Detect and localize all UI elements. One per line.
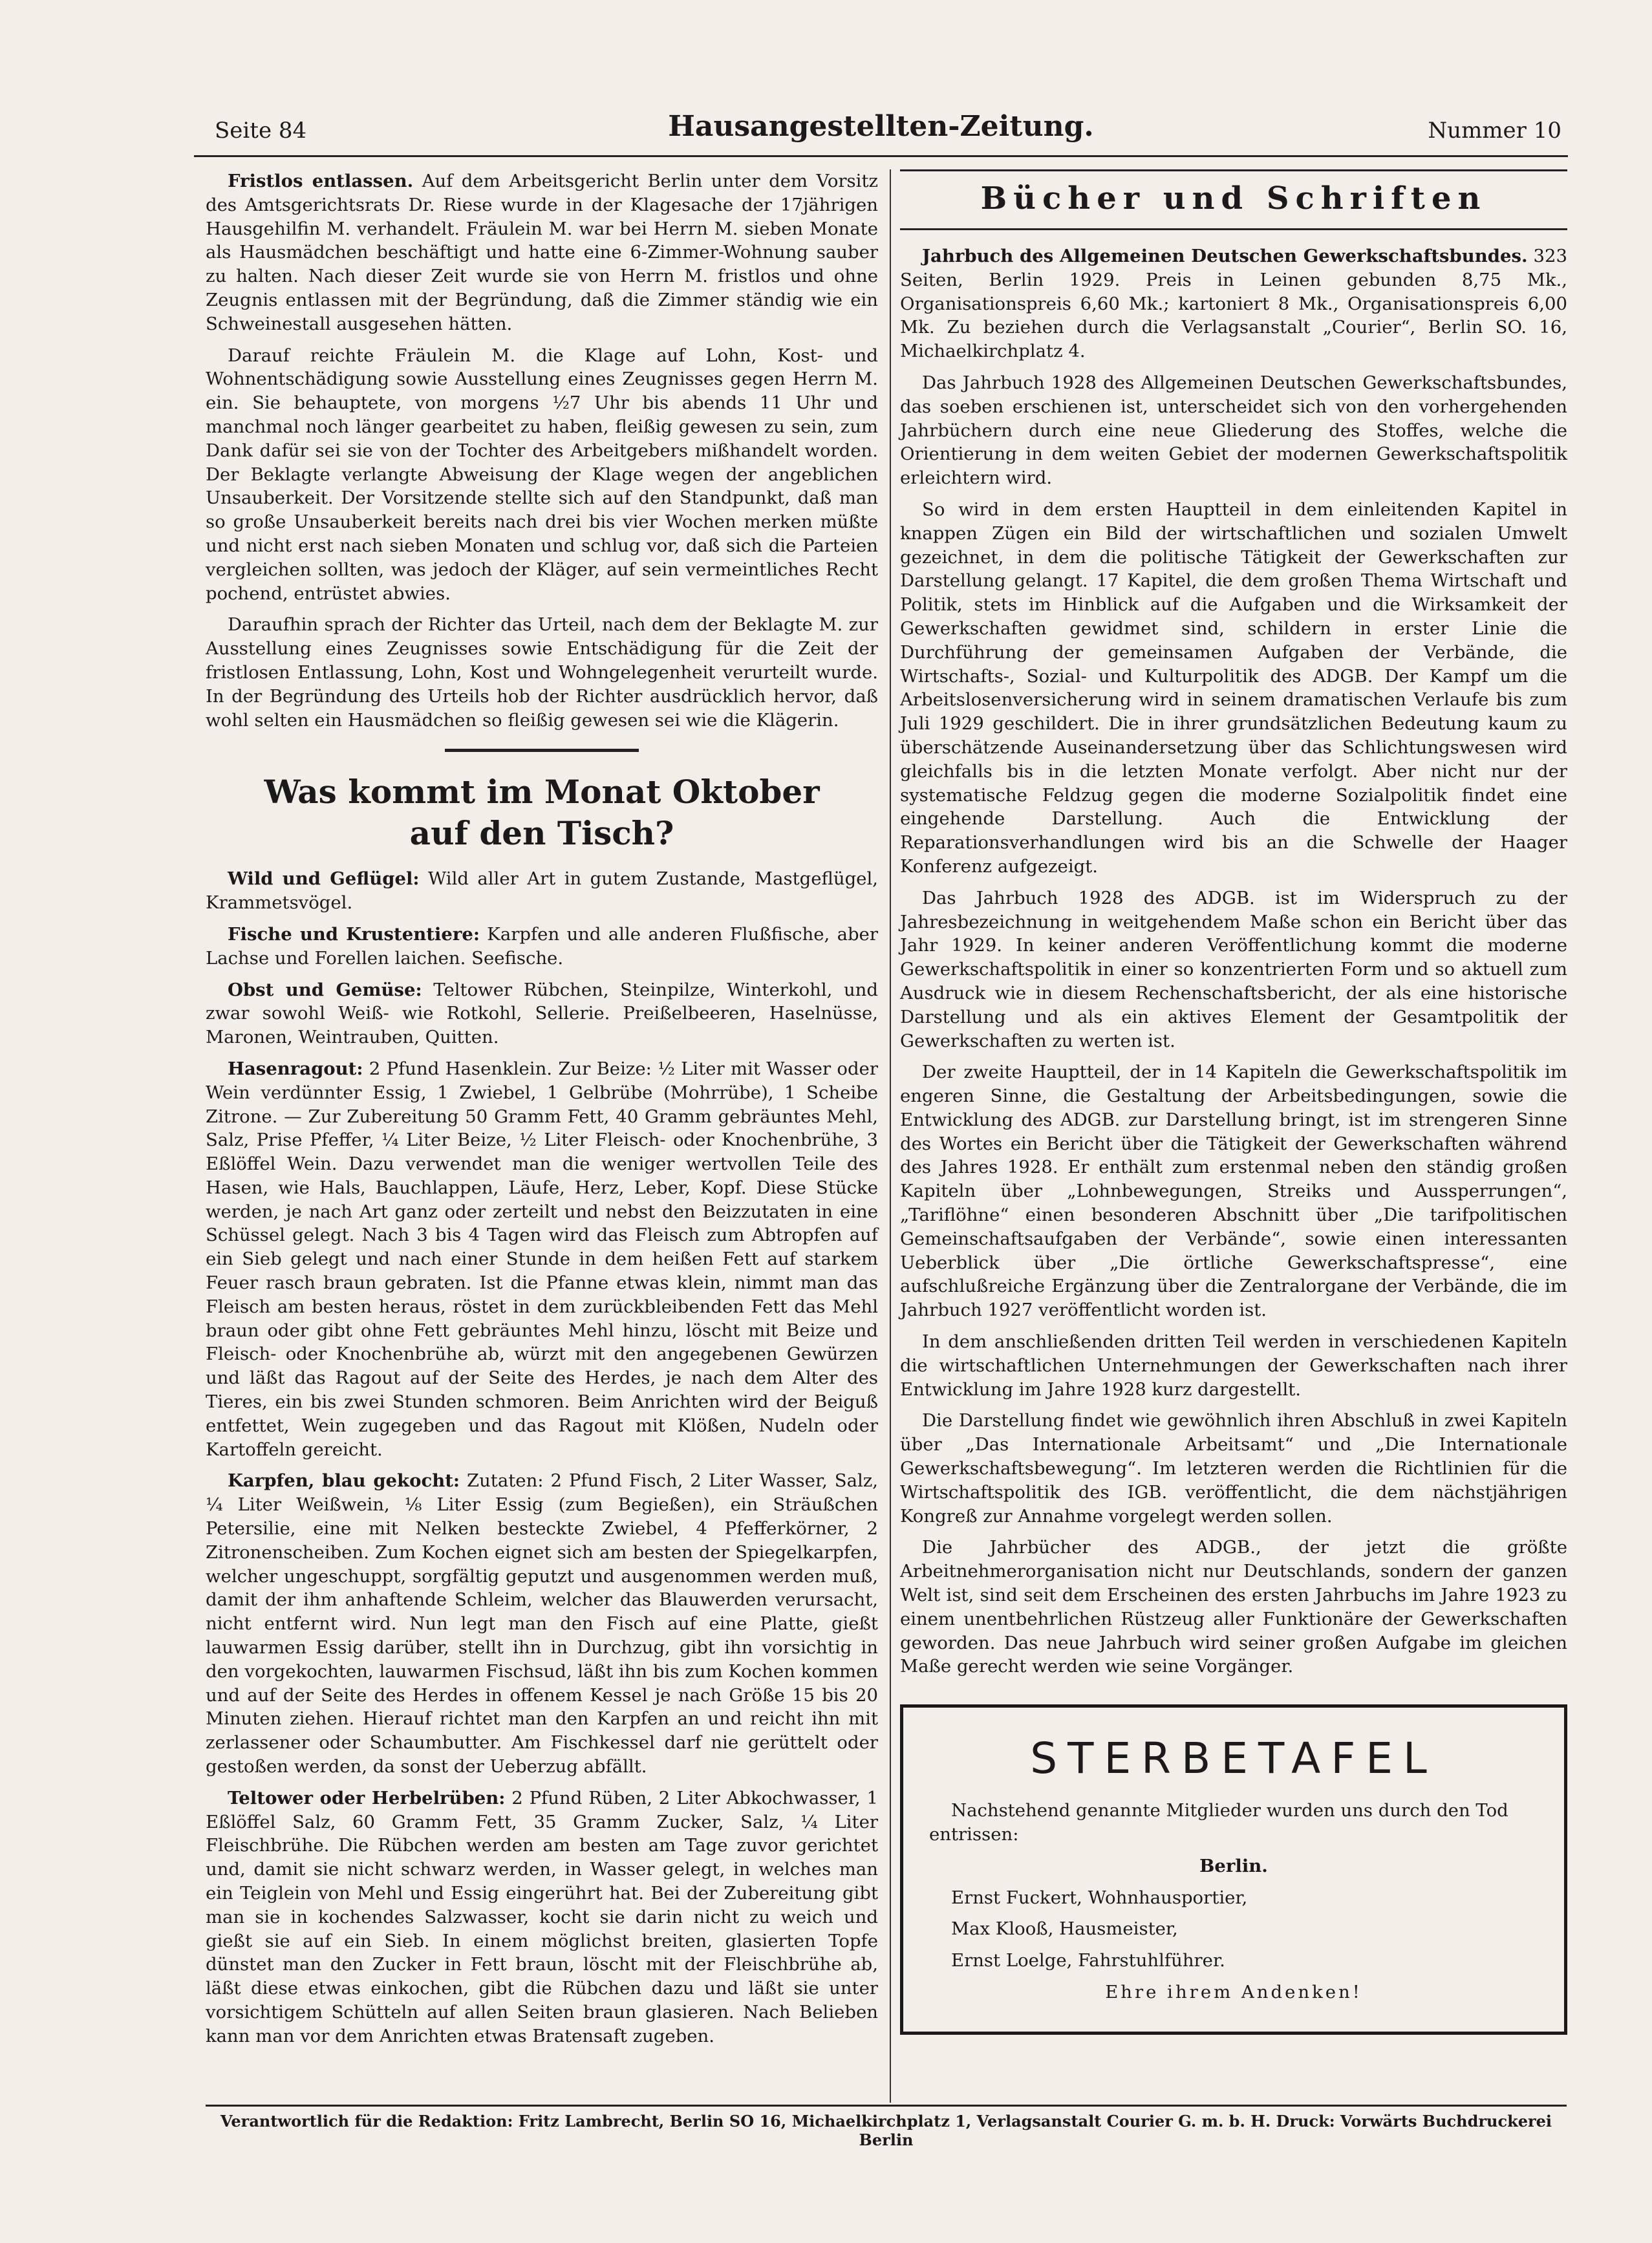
page-header [194, 109, 1568, 154]
sterbetafel-box [900, 1704, 1567, 2035]
page-number: Seite 84 [215, 118, 307, 144]
article-fristlos-p3: Daraufhin sprach der Richter das Urteil, nach dem der Beklagte M. zur Ausstellung eines Zeugnisses sowie Entschädigung für die Zeit der fristlosen Entlassung, Lohn, Kost und Wohngelegenheit verurteilt wurde. In der Begründung des Urteils hob der Richter ausdrücklich hervor, daß wohl selten ein Hausmädchen so fleißig gewesen sei wie die Klägerin. [206, 614, 878, 731]
left-column [206, 169, 878, 2056]
right-column [900, 169, 1567, 2035]
book-review-p1: Das Jahrbuch 1928 des Allgemeinen Deutschen Gewerkschaftsbundes, das soeben erschienen ist, unterscheidet sich von den vorhergehenden Jahrbüchern durch eine neue Gliederung des Stoffes, welche die Orientierung in dem weiten Gebiet der modernen Gewerkschaftspolitik erleichtern wird. [900, 372, 1567, 489]
sterbetafel-closing: Ehre ihrem Andenken! [1105, 1982, 1362, 2002]
sterbetafel-intro: Nachstehend genannte Mitglieder wurden uns durch den Tod entrissen: [929, 1800, 1508, 1845]
sterbetafel-member: Max Klooß, Hausmeister, [951, 1918, 1178, 1940]
sterbetafel-title: STERBETAFEL [1030, 1733, 1437, 1784]
recipe-teltower: Teltower oder Herbelrüben: 2 Pfund Rüben, 2 Liter Abkochwasser, 1 Eßlöffel Salz, 60 Gramm Fett, 35 Gramm Zucker, Salz, ¼ Liter Fleischbrühe. Die Rübchen werden am besten am Tage zuvor gerichtet und, damit sie nicht schwarz werden, in Wasser gelegt, in welches man ein Teiglein von Mehl und Essig eingerührt hat. Bei der Zubereitung gibt man sie in kochendes Salzwasser, kocht sie darin nicht zu weich und gießt sie auf ein Sieb. In einem möglichst breiten, glasierten Topfe dünstet man den Zucker in Fett braun, löscht mit der Fleischbrühe ab, läßt diese etwas einkochen, gibt die Rübchen dazu und läßt sie unter vorsichtigem Schütteln auf allen Seiten braun glasieren. Nach Belieben kann man vor dem Anrichten etwas Bratensaft zugeben. [206, 1787, 878, 2046]
book-review-p7: Die Jahrbücher des ADGB., der jetzt die größte Arbeitnehmerorganisation nicht nur Deutschlands, sondern der ganzen Welt ist, sind seit dem Erscheinen des ersten Jahrbuchs im Jahre 1923 zu einem unentbehrlichen Rüstzeug aller Funktionäre der Gewerkschaften geworden. Das neue Jahrbuch wird seiner großen Aufgabe im gleichen Maße gerecht werden wie seine Vorgänger. [900, 1537, 1567, 1677]
recipe-obst: Obst und Gemüse: Teltower Rübchen, Steinpilze, Winterkohl, und zwar sowohl Weiß- wie Rotkohl, Sellerie. Preißelbeeren, Haselnüsse, Maronen, Weintrauben, Quitten. [206, 979, 878, 1048]
column-rule [890, 169, 891, 2103]
books-title: Bücher und Schriften [980, 180, 1487, 217]
imprint-footer: Verantwortlich für die Redaktion: Fritz Lambrecht, Berlin SO 16, Michaelkirchplatz 1, Verlagsanstalt Courier G. m. b. H. Druck: Vorwärts Buchdruckerei Berlin [220, 2112, 1552, 2149]
footer-rule [206, 2105, 1567, 2107]
newspaper-title: Hausangestellten-Zeitung. [668, 110, 1094, 143]
sterbetafel-member: Ernst Fuckert, Wohnhausportier, [951, 1887, 1248, 1908]
book-review-p6: Die Darstellung findet wie gewöhnlich ihren Abschluß in zwei Kapiteln über „Das Internationale Arbeitsamt“ und „Die Internationale Gewerkschaftsbewegung“. Im letzteren werden die Richtlinien für die Wirtschaftspolitik des IGB. veröffentlicht, die dem nächstjährigen Kongreß zur Annahme vorgelegt werden sollen. [900, 1410, 1567, 1527]
issue-number: Nummer 10 [1428, 118, 1561, 144]
books-title-box [900, 169, 1567, 230]
recipe-fische: Fische und Krustentiere: Karpfen und alle anderen Flußfische, aber Lachse und Forellen laichen. Seefische. [206, 923, 878, 969]
book-review-p5: In dem anschließenden dritten Teil werden in verschiedenen Kapiteln die wirtschaftlichen Unternehmungen der Gewerkschaften nach ihrer Entwicklung im Jahre 1928 kurz dargestellt. [900, 1331, 1567, 1400]
book-review-p2: So wird in dem ersten Hauptteil in dem einleitenden Kapitel in knappen Zügen ein Bild der wirtschaftlichen und sozialen Umwelt gezeichnet, in dem die politische Tätigkeit der Gewerkschaften zur Darstellung gelangt. 17 Kapitel, die dem großen Thema Wirtschaft und Politik, stets im Hinblick auf die Aufgaben und die Wirksamkeit der Gewerkschaften gewidmet sind, schildern in erster Linie die Durchführung der gemeinsamen Aufgaben der Verbände, die Wirtschafts-, Sozial- und Kulturpolitik des ADGB. Der Kampf um die Arbeitslosenversicherung wird in seinem dramatischen Verlaufe bis zum Juli 1929 geschildert. Die in ihrer grundsätzlichen Bedeutung kaum zu überschätzende Auseinandersetzung über das Schlichtungswesen wird gleichfalls bis in die letzten Monate verfolgt. Aber nicht nur der systematische Feldzug gegen die moderne Sozialpolitik findet eine eingehende Darstellung. Auch die Entwicklung der Reparationsverhandlungen wird bis an die Schwelle der Haager Konferenz aufgezeigt. [900, 499, 1567, 877]
article-fristlos-lead: Fristlos entlassen. [228, 171, 414, 191]
recipe-wild: Wild und Geflügel: Wild aller Art in gutem Zustande, Mastgeflügel, Krammetsvögel. [206, 868, 878, 914]
article-fristlos-p2: Darauf reichte Fräulein M. die Klage auf Lohn, Kost- und Wohnentschädigung sowie Ausstellung eines Zeugnisses gegen Herrn M. ein. Sie behauptete, von morgens ½7 Uhr bis abends 11 Uhr und manchmal noch länger gearbeitet zu haben, fleißig gewesen zu sein, zum Dank dafür sei sie von der Tochter des Arbeitgebers mißhandelt worden. Der Beklagte verlangte Abweisung der Klage wegen der angeblichen Unsauberkeit. Der Vorsitzende stellte sich auf den Standpunkt, daß man so große Unsauberkeit bereits nach drei bis vier Wochen merken müßte und nicht erst nach sieben Monaten und schlug vor, daß sich die Parteien vergleichen sollten, was jedoch der Kläger, auf sein vermeintliches Recht pochend, entrüstet abwies. [206, 345, 878, 604]
book-review-p4: Der zweite Hauptteil, der in 14 Kapiteln die Gewerkschaftspolitik im engeren Sinne, die Gestaltung der Arbeitsbedingungen, sowie die Entwicklung des ADGB. zur Darstellung bringt, ist im strengeren Sinne des Wortes ein Bericht über die Tätigkeit der Gewerkschaften während des Jahres 1928. Er enthält zum erstenmal neben den ständig großen Kapiteln über „Lohnbewegungen, Streiks und Aussperrungen“, „Tariflöhne“ einen besonderen Abschnitt über „Die tarifpolitischen Gemeinschaftsaufgaben der Verbände“, sowie einen interessanten Ueberblick über „Die örtliche Gewerkschaftspresse“, eine aufschlußreiche Ergänzung über die Zentralorgane der Verbände, die im Jahrbuch 1927 veröffentlicht worden ist. [900, 1062, 1567, 1321]
sterbetafel-city: Berlin. [1199, 1855, 1268, 1876]
oktober-heading: Was kommt im Monat Oktober auf den Tisch? [264, 773, 820, 853]
section-divider [445, 749, 639, 752]
sterbetafel-member: Ernst Loelge, Fahrstuhlführer. [951, 1950, 1225, 1971]
book-review-p3: Das Jahrbuch 1928 des ADGB. ist im Widerspruch zu der Jahresbezeichnung in weitgehendem Maße schon ein Bericht über das Jahr 1929. In keiner anderen Veröffentlichung kommt die moderne Gewerkschaftspolitik in einer so konzentrierten Form und so aktuell zum Ausdruck wie in diesem Rechenschaftsbericht, der als eine historische Darstellung und als ein aktives Element der Gesamtpolitik der Gewerkschaften zu werten ist. [900, 887, 1567, 1051]
book-entry: Jahrbuch des Allgemeinen Deutschen Gewerkschaftsbundes. 323 Seiten, Berlin 1929. Preis in Leinen gebunden 8,75 Mk., Organisationspreis 6,60 Mk.; kartoniert 8 Mk., Organisationspreis 6,00 Mk. Zu beziehen durch die Verlagsanstalt „Courier“, Berlin SO. 16, Michaelkirchplatz 4. [900, 246, 1567, 362]
header-rule [194, 155, 1568, 157]
article-fristlos-p1: Fristlos entlassen. Auf dem Arbeitsgericht Berlin unter dem Vorsitz des Amtsgerichtsrats Dr. Riese wurde in der Klagesache der 17jährigen Hausgehilfin M. verhandelt. Fräulein M. war bei Herrn M. sieben Monate als Hausmädchen beschäftigt und hatte eine 6-Zimmer-Wohnung sauber zu halten. Nach dieser Zeit wurde sie von Herrn M. fristlos und ohne Zeugnis entlassen mit der Begründung, daß die Zimmer ständig wie ein Schweinestall ausgesehen hätten. [206, 171, 878, 334]
recipe-hasenragout: Hasenragout: 2 Pfund Hasenklein. Zur Beize: ½ Liter mit Wasser oder Wein verdünnter Essig, 1 Zwiebel, 1 Gelbrübe (Mohrrübe), 1 Scheibe Zitrone. — Zur Zubereitung 50 Gramm Fett, 40 Gramm gebräuntes Mehl, Salz, Prise Pfeffer, ¼ Liter Beize, ½ Liter Fleisch- oder Knochenbrühe, 3 Eßlöffel Wein. Dazu verwendet man die weniger wertvollen Teile des Hasen, wie Hals, Bauchlappen, Läufe, Herz, Leber, Kopf. Diese Stücke werden, je nach Art ganz oder zerteilt und nebst den Beizzutaten in eine Schüssel gelegt. Nach 3 bis 4 Tagen wird das Fleisch zum Abtropfen auf ein Sieb gelegt und nach einer Stunde in dem heißen Fett auf starkem Feuer rasch braun gebraten. Ist die Pfanne etwas klein, nimmt man das Fleisch am besten heraus, röstet in dem zurückbleibenden Fett das Mehl braun oder gibt ohne Fett gebräuntes Mehl hinzu, löscht mit Beize und Fleisch- oder Knochenbrühe ab, würzt mit den angegebenen Gewürzen und läßt das Ragout auf der Seite des Herdes, je nach dem Alter des Tieres, ein bis zwei Stunden schmoren. Beim Anrichten wird der Beiguß entfettet, Wein zugegeben und das Ragout mit Klößen, Nudeln oder Kartoffeln gereicht. [206, 1058, 878, 1460]
recipe-karpfen: Karpfen, blau gekocht: Zutaten: 2 Pfund Fisch, 2 Liter Wasser, Salz, ¼ Liter Weißwein, ⅛ Liter Essig (zum Begießen), ein Sträußchen Petersilie, eine mit Nelken besteckte Zwiebel, 4 Pfefferkörner, 2 Zitronenscheiben. Zum Kochen eignet sich am besten der Spiegelkarpfen, welcher ungeschuppt, sorgfältig geputzt und ausgenommen werden muß, damit der ihm anhaftende Schleim, welcher das Blauwerden verursacht, nicht entfernt wird. Nun legt man den Fisch auf eine Platte, gießt lauwarmen Essig darüber, stellt ihn in Durchzug, gibt ihn vorsichtig in den vorgekochten, lauwarmen Fischsud, läßt ihn bis zum Kochen kommen und auf der Seite des Herdes in offenem Kessel je nach Größe 15 bis 20 Minuten ziehen. Hierauf richtet man den Karpfen an und reicht ihn mit zerlassener oder Schaumbutter. Am Fischkessel darf nie gerüttelt oder gestoßen werden, da sonst der Ueberzug abfällt. [206, 1470, 878, 1777]
